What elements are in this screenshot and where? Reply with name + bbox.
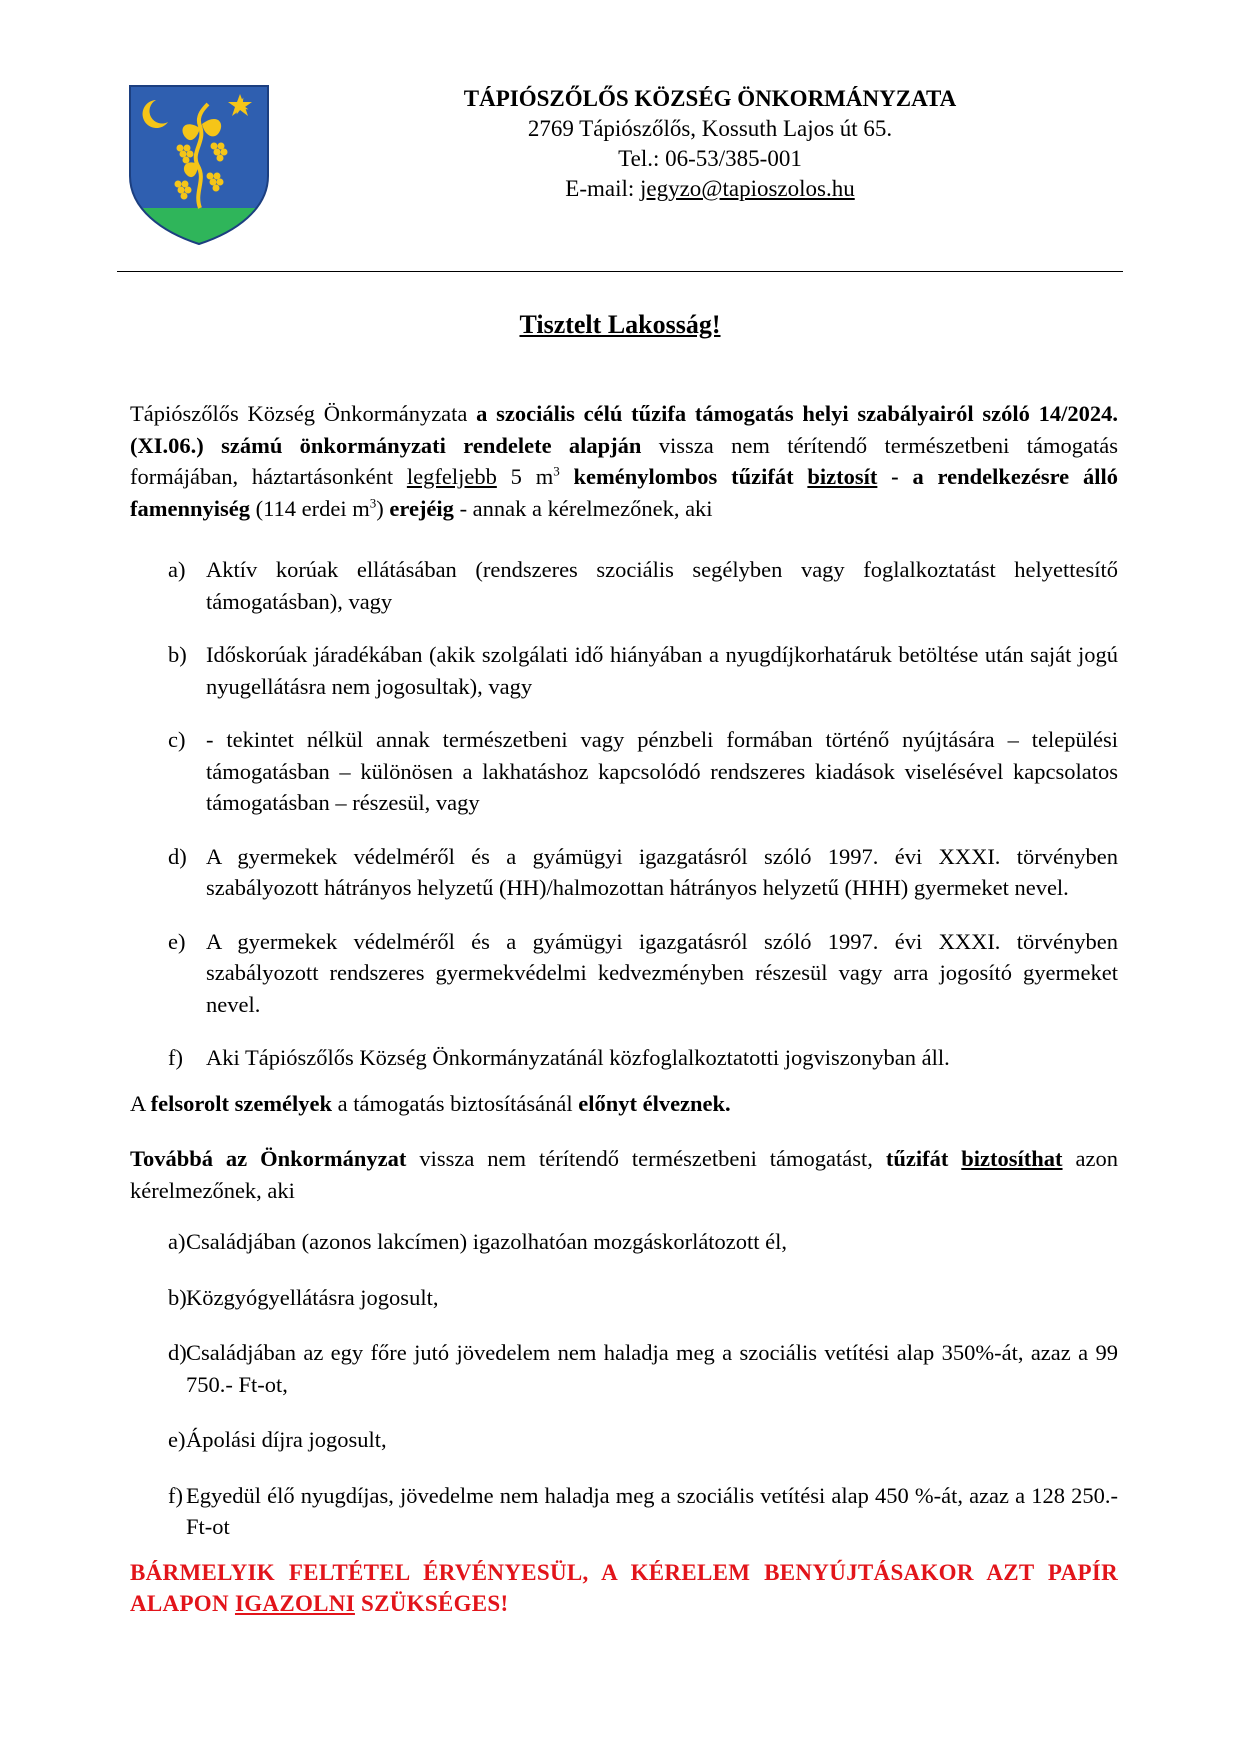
list-item-text: Aki Tápiószőlős Község Önkormányzatánál közfoglalkoztatotti jogviszonyban áll. xyxy=(206,1045,950,1070)
list-item xyxy=(130,1337,1118,1400)
email-label: E-mail: xyxy=(565,176,640,201)
list-item xyxy=(130,1282,1118,1314)
intro-wood-type: keménylombos tűzifát xyxy=(559,464,808,489)
list-item-text: Közgyógyellátásra jogosult, xyxy=(186,1284,439,1310)
paragraph-bold: Továbbá az Önkormányzat xyxy=(130,1146,407,1171)
superscript: 3 xyxy=(553,463,560,479)
organization-phone: Tel.: 06-53/385-001 xyxy=(618,146,802,171)
list-marker: e) xyxy=(168,928,186,954)
list-marker: c) xyxy=(168,727,186,752)
list-item-text: Családjában (azonos lakcímen) igazolhatóan mozgáskorlátozott él, xyxy=(186,1229,788,1254)
paragraph-text: azon kérelmezőnek, aki xyxy=(130,1146,1118,1203)
intro-limit: erejéig xyxy=(389,495,454,521)
organization-email-line xyxy=(400,174,1020,204)
list-item-text: Ápolási díjra jogosult, xyxy=(186,1427,387,1452)
intro-text: ) xyxy=(376,495,390,521)
warning-notice xyxy=(130,1557,1118,1620)
list-marker: a) xyxy=(168,557,186,582)
list-item xyxy=(130,926,1118,1021)
paragraph-bold: tűzifát xyxy=(885,1146,962,1171)
intro-text: - annak a kérelmezőnek, aki xyxy=(453,495,713,521)
list-item-text: Időskorúak járadékában (akik szolgálati idő hiányában a nyugdíjkorhatáruk betöltése után saját jogú nyugellátásra nem jogosultak), vagy xyxy=(206,642,1118,699)
paragraph-text: A xyxy=(130,1090,151,1116)
paragraph-bold: felsorolt személyek xyxy=(150,1090,333,1116)
warning-text: SZÜKSÉGES! xyxy=(354,1591,509,1616)
list-item xyxy=(130,1226,1118,1258)
paragraph-text: vissza nem térítendő természetbeni támogatást, xyxy=(406,1146,886,1171)
list-item-text: - tekintet nélkül annak természetbeni vagy pénzbeli formában történő nyújtására – települési támogatásban – különösen a lakhatáshoz kapcsolódó rendszeres kiadások viselésével kapcsolatos támogatásban – részesül, vagy xyxy=(206,727,1118,815)
list-marker: b) xyxy=(168,642,187,667)
list-item xyxy=(130,1424,1118,1456)
list-item-text: A gyermekek védelméről és a gyámügyi igazgatásról szóló 1997. évi XXXI. törvényben szabályozott hátrányos helyzetű (HH)/halmozottan hátrányos helyzetű (HHH) gyermeket nevel. xyxy=(206,843,1118,900)
intro-text: 5 m xyxy=(496,464,554,489)
intro-max: legfeljebb xyxy=(406,464,497,489)
organization-name: TÁPIÓSZŐLŐS KÖZSÉG ÖNKORMÁNYZATA xyxy=(463,86,957,111)
list-item-text: Egyedül élő nyugdíjas, jövedelme nem haladja meg a szociális vetítési alap 450 %-át, azaz a 128 250.- Ft-ot xyxy=(186,1482,1118,1539)
list-marker: a) xyxy=(168,1229,186,1254)
superscript: 3 xyxy=(369,495,377,510)
paragraph-bold-underline: biztosíthat xyxy=(961,1146,1063,1171)
header-divider xyxy=(117,271,1123,272)
list-item-text: A gyermekek védelméről és a gyámügyi igazgatásról szóló 1997. évi XXXI. törvényben szabályozott rendszeres gyermekvédelmi kedvezményben részesül vagy arra jogosító gyermeket nevel. xyxy=(206,928,1118,1017)
paragraph-text: a támogatás biztosításánál xyxy=(332,1090,579,1116)
list-item xyxy=(130,724,1118,819)
intro-regulation: a szociális célú tűzifa támogatás helyi szabályairól szóló 14/2024. (XI.06.) számú önkormányzati rendelete alapján xyxy=(130,401,1118,458)
intro-text: vissza nem térítendő természetbeni támogatás formájában, háztartásonként xyxy=(130,432,1118,489)
list-marker: b) xyxy=(168,1284,187,1310)
list-marker: d) xyxy=(168,1340,187,1365)
list-marker: f) xyxy=(168,1045,183,1070)
list-item xyxy=(130,1042,1118,1074)
paragraph-bold: előnyt élveznek. xyxy=(578,1090,731,1116)
further-paragraph xyxy=(130,1143,1118,1206)
intro-available: - a rendelkezésre álló famennyiség xyxy=(130,464,1118,521)
list-item-text: Aktív korúak ellátásában (rendszeres szociális segélyben vagy foglalkoztatást helyettesítő támogatásban), vagy xyxy=(206,557,1118,614)
organization-address: 2769 Tápiószőlős, Kossuth Lajos út 65. xyxy=(527,116,893,141)
letterhead xyxy=(400,84,1020,204)
advantage-paragraph xyxy=(130,1088,1118,1120)
list-item xyxy=(130,841,1118,904)
coat-of-arms-logo xyxy=(128,84,270,246)
list-item xyxy=(130,639,1118,702)
list-item xyxy=(130,1480,1118,1543)
email-link[interactable]: jegyzo@tapioszolos.hu xyxy=(640,176,855,201)
intro-provides: biztosít xyxy=(807,464,878,489)
intro-text: (114 erdei m xyxy=(250,495,370,521)
list-item-text: Családjában az egy főre jutó jövedelem nem haladja meg a szociális vetítési alap 350%-át, azaz a 99 750.- Ft-ot, xyxy=(186,1340,1118,1397)
eligibility-list xyxy=(130,554,1118,1074)
warning-text: BÁRMELYIK FELTÉTEL ÉRVÉNYESÜL, A KÉRELEM BENYÚJTÁSAKOR AZT PAPÍR ALAPON xyxy=(130,1559,1118,1616)
list-marker: e) xyxy=(168,1427,186,1452)
optional-eligibility-list xyxy=(130,1226,1118,1543)
greeting-heading: Tisztelt Lakosság! xyxy=(519,310,721,339)
intro-paragraph xyxy=(130,398,1118,524)
list-marker: f) xyxy=(168,1482,183,1508)
list-marker: d) xyxy=(168,843,187,869)
warning-emphasis: IGAZOLNI xyxy=(234,1591,355,1616)
intro-text: Tápiószőlős Község Önkormányzata xyxy=(130,401,477,426)
document-body xyxy=(130,398,1118,1620)
list-item xyxy=(130,554,1118,617)
